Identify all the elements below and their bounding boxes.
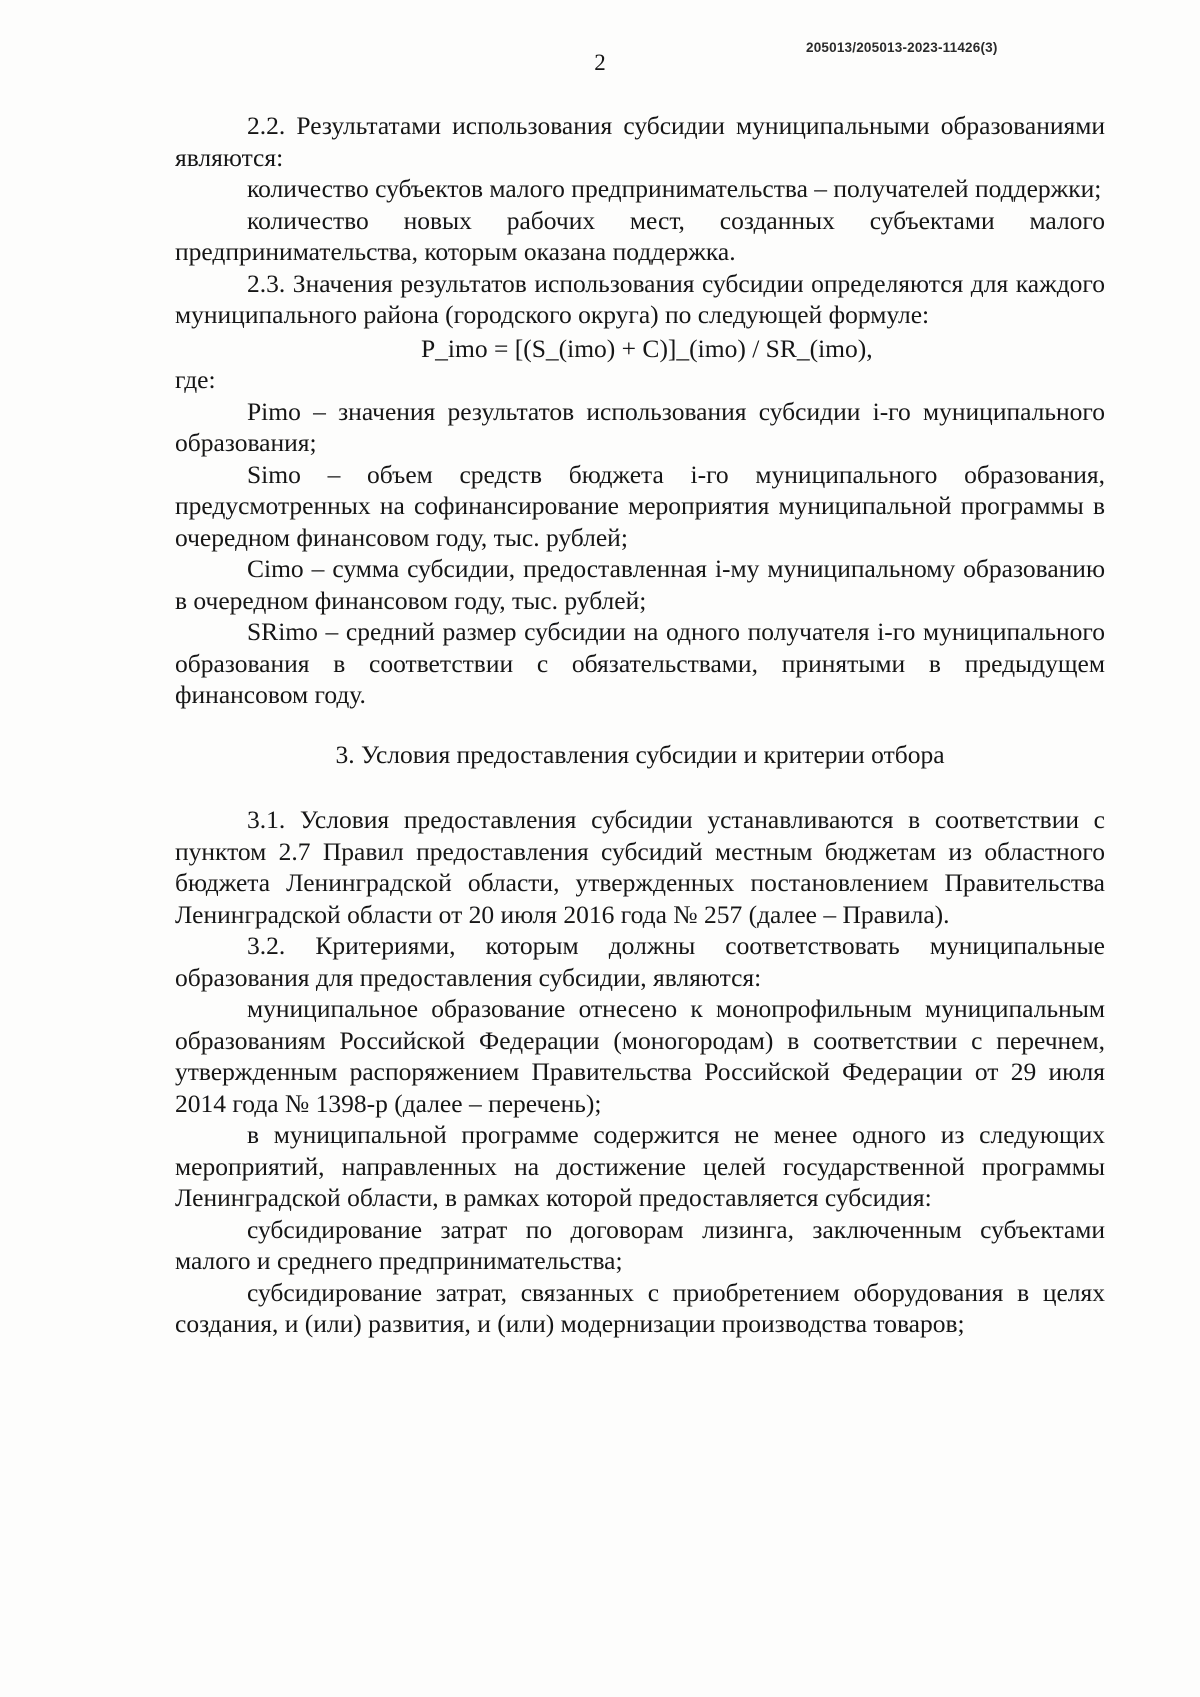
paragraph-3-2-measure-leasing: субсидирование затрат по договорам лизинга, заключенным субъектами малого и среднего предпринимательства; [175, 1214, 1105, 1275]
definition-simo: Simo – объем средств бюджета i-го муниципального образования, предусмотренных на софинансирование мероприятия муниципальной программы в очередном финансовом году, тыс. рублей; [175, 459, 1105, 552]
document-body [175, 110, 1105, 1340]
page-number: 2 [594, 50, 606, 75]
paragraph-2-2: 2.2. Результатами использования субсидии муниципальными образованиями являются: [175, 111, 1105, 172]
definition-pimo: Pimo – значения результатов использования субсидии i-го муниципального образования; [175, 396, 1105, 457]
paragraph-3-2-criterion-program: в муниципальной программе содержится не менее одного из следующих мероприятий, направленных на достижение целей государственной программы Ленинградской области, в рамках которой предоставляется субсидия: [175, 1120, 1105, 1212]
definition-cimo: Cimo – сумма субсидии, предоставленная i-му муниципальному образованию в очередном финансовом году, тыс. рублей; [175, 554, 1105, 615]
definition-srimo: SRimo – средний размер субсидии на одного получателя i-го муниципального образования в соответствии с обязательствами, принятыми в предыдущем финансовом году. [175, 617, 1105, 709]
paragraph-3-2: 3.2. Критериями, которым должны соответствовать муниципальные образования для предоставления субсидии, являются: [175, 931, 1105, 992]
paragraph-2-2-item-jobs: количество новых рабочих мест, созданных субъектами малого предпринимательства, которым оказана поддержка. [175, 205, 1105, 266]
paragraph-2-2-item-recipients: количество субъектов малого предпринимательства – получателей поддержки; [247, 174, 1102, 203]
where-label: где: [175, 365, 216, 394]
paragraph-3-2-measure-equipment: субсидирование затрат, связанных с приобретением оборудования в целях создания, и (или) развития, и (или) модернизации производства товаров; [175, 1277, 1105, 1338]
document-id: 205013/205013-2023-11426(3) [806, 40, 998, 55]
formula: P_imo = [(S_(imo) + C)]_(imo) / SR_(imo), [421, 333, 873, 363]
paragraph-3-2-criterion-monotown: муниципальное образование отнесено к монопрофильным муниципальным образованиям Российской Федерации (моногородам) в соответствии с перечнем, утвержденным распоряжением Правительства Российской Федерации от 29 июля 2014 года № 1398-р (далее – перечень); [175, 994, 1105, 1118]
paragraph-3-1: 3.1. Условия предоставления субсидии устанавливаются в соответствии с пунктом 2.7 Правил предоставления субсидий местным бюджетам из областного бюджета Ленинградской области, утвержденных постановлением Правительства Ленинградской области от 20 июля 2016 года № 257 (далее – Правила). [175, 805, 1105, 929]
section-3-heading: 3. Условия предоставления субсидии и критерии отбора [335, 739, 945, 769]
paragraph-2-3: 2.3. Значения результатов использования субсидии определяются для каждого муниципального района (городского округа) по следующей формуле: [175, 268, 1105, 329]
